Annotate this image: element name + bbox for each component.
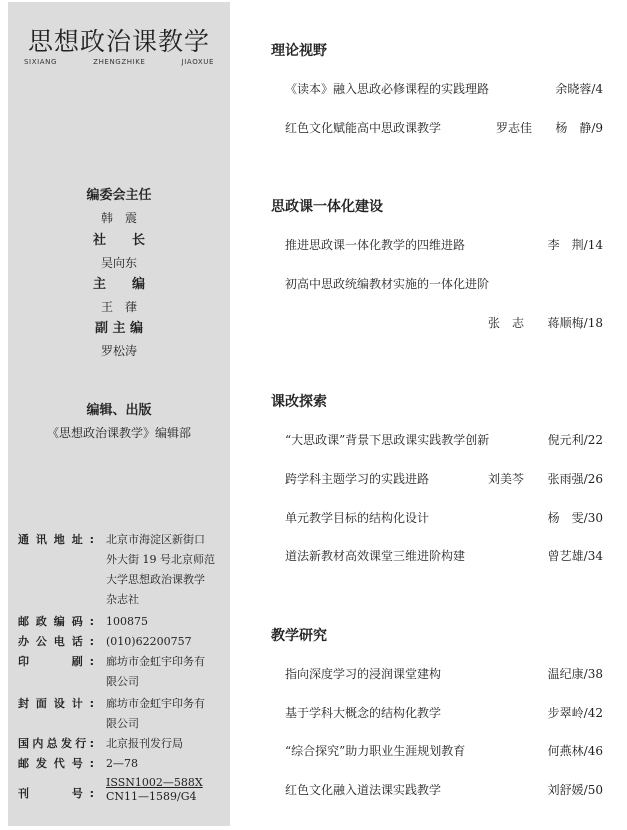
article-title[interactable]: 初高中思政统编教材实施的一体化进阶 (285, 277, 490, 291)
article-title[interactable]: 单元教学目标的结构化设计 (285, 511, 430, 525)
editor-label: 主 编 (92, 277, 145, 292)
issn-number: ISSN1002—588X (106, 776, 203, 789)
article-coauthor: 罗志佳 (496, 121, 533, 135)
publisher-label: 编辑、出版 (86, 403, 152, 418)
article-author: 蒋顺梅/18 (547, 316, 603, 330)
article-title[interactable]: 《读本》融入思政必修课程的实践理路 (285, 82, 490, 96)
address-label: 通讯地址: (18, 533, 94, 546)
article-author: 何燕林/46 (547, 744, 603, 758)
article-title[interactable]: 推进思政课一体化教学的四维进路 (285, 238, 466, 252)
chair-label: 编委会主任 (86, 188, 152, 203)
cover-design-label: 封面设计: (18, 697, 94, 710)
address-line: 北京市海淀区新街口 (106, 533, 205, 546)
postcode-value: 100875 (106, 615, 148, 628)
cover-design-line: 廊坊市金虹宇印务有 (106, 697, 205, 710)
article-author: 曾艺雄/34 (547, 549, 603, 563)
article-coauthor: 刘美芩 (488, 472, 525, 486)
section-title: 教学研究 (271, 628, 327, 644)
article-author: 杨 雯/30 (547, 511, 603, 525)
masthead-sidebar (8, 2, 230, 826)
cover-design-line: 限公司 (106, 717, 139, 730)
deputy-editor-name: 罗松涛 (100, 344, 137, 358)
address-line: 大学思想政治课教学 (106, 573, 205, 586)
article-title[interactable]: 红色文化融入道法课实践教学 (285, 783, 442, 797)
article-title[interactable]: 跨学科主题学习的实践进路 (285, 472, 430, 486)
address-line: 外大街 19 号北京师范 (106, 553, 215, 566)
article-author: 余晓蓉/4 (555, 82, 603, 96)
section-title: 思政课一体化建设 (271, 199, 383, 215)
printer-line: 限公司 (106, 675, 139, 688)
article-title[interactable]: 指向深度学习的浸润课堂建构 (285, 667, 442, 681)
postcode-label: 邮政编码: (18, 615, 94, 628)
publisher-name: 《思想政治课教学》编辑部 (46, 426, 191, 440)
pinyin-word: JIAOXUE (181, 58, 214, 66)
distributor-label: 国内总发行: (18, 737, 94, 750)
phone-value: (010)62200757 (106, 635, 192, 648)
pinyin-word: SIXIANG (24, 58, 58, 66)
president-label: 社 长 (92, 233, 145, 248)
president-name: 吴向东 (100, 256, 137, 270)
postal-code-label: 邮发代号: (18, 757, 94, 770)
phone-label: 办公电话: (18, 635, 94, 648)
article-author: 倪元利/22 (547, 433, 603, 447)
section-title: 课改探索 (271, 394, 327, 410)
article-author: 温纪康/38 (547, 667, 603, 681)
article-title[interactable]: “综合探究”助力职业生涯规划教育 (285, 744, 466, 758)
deputy-editor-label: 副 主 编 (94, 321, 144, 336)
article-title[interactable]: 基于学科大概念的结构化教学 (285, 706, 442, 720)
printer-label: 印 刷: (18, 655, 94, 668)
editor-name: 王 葎 (100, 300, 137, 314)
printer-line: 廊坊市金虹宇印务有 (106, 655, 205, 668)
magazine-title: 思想政治课教学 (27, 27, 210, 56)
article-coauthor: 张 志 (488, 316, 525, 330)
article-author: 步翠岭/42 (547, 706, 603, 720)
pinyin-word: ZHENGZHIKE (93, 58, 146, 66)
article-author: 张雨强/26 (547, 472, 603, 486)
issn-label: 刊 号: (18, 787, 94, 800)
chair-name: 韩 震 (100, 211, 137, 225)
address-line: 杂志社 (106, 593, 139, 606)
distributor-value: 北京报刊发行局 (106, 737, 183, 750)
article-title[interactable]: “大思政课”背景下思政课实践教学创新 (285, 433, 490, 447)
issn-block (106, 776, 203, 804)
postal-code-value: 2—78 (106, 757, 138, 770)
article-title[interactable]: 红色文化赋能高中思政课教学 (285, 121, 442, 135)
section-title: 理论视野 (271, 43, 327, 59)
cn-number: CN11—1589/G4 (106, 790, 197, 803)
magazine-pinyin (24, 58, 214, 66)
article-author: 杨 静/9 (555, 121, 603, 135)
article-author: 刘舒媛/50 (547, 783, 603, 797)
article-author: 李 荆/14 (547, 238, 603, 252)
article-title[interactable]: 道法新教材高效课堂三维进阶构建 (285, 549, 466, 563)
